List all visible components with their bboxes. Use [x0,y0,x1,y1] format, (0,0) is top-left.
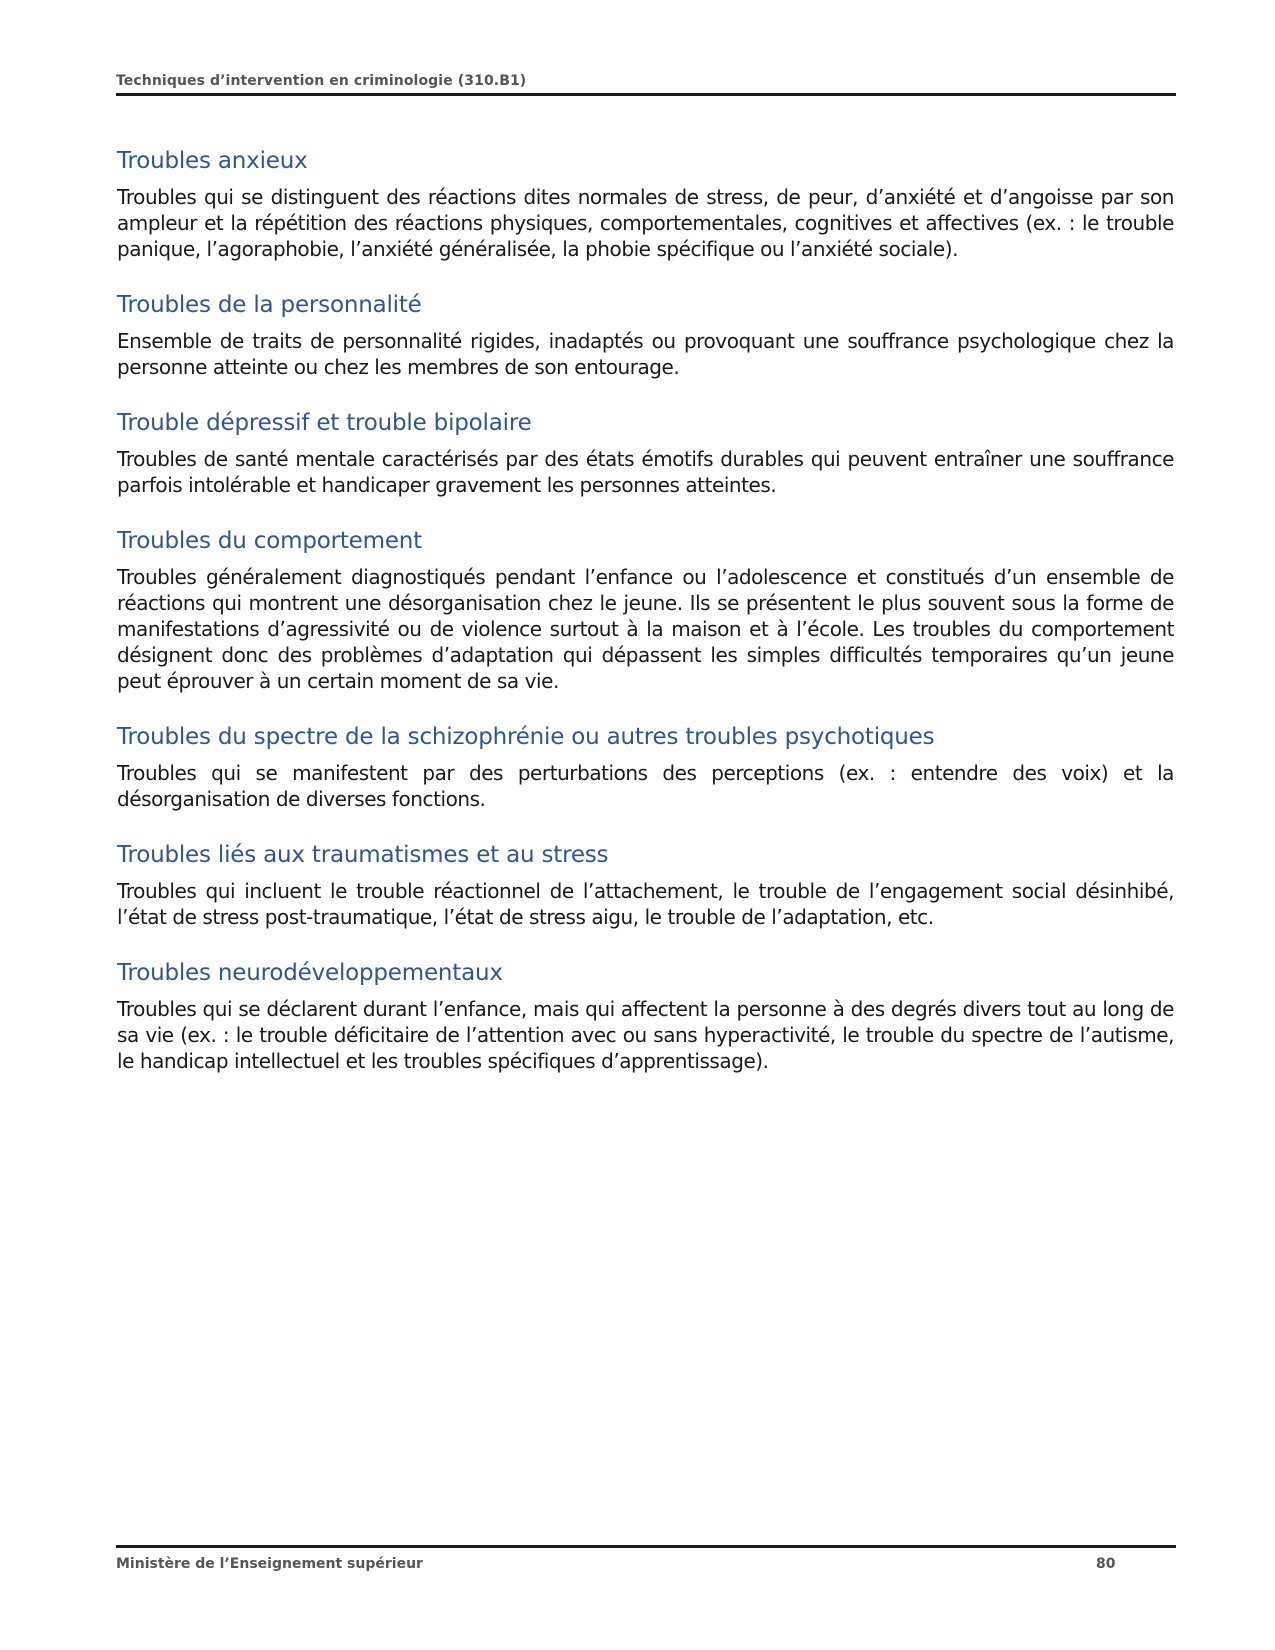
section-troubles-schizophrenie [117,722,1174,812]
section-heading: Troubles anxieux [117,148,308,174]
section-troubles-traumatismes-stress [117,840,1174,930]
main-content [117,146,1174,1102]
section-text: Troubles qui se distinguent des réactions dites normales de stress, de peur, d’anxiété et d’angoisse par son ampleur et la répétition des réactions physiques, comportementales, cognitives et affectives (ex. : le trouble panique, l’agoraphobie, l’anxiété généralisée, la phobie spécifique ou l’anxiété sociale). [117,185,1174,261]
section-heading: Troubles de la personnalité [117,292,422,318]
footer-ministry: Ministère de l’Enseignement supérieur [116,1556,423,1572]
section-troubles-personnalite [117,290,1174,380]
section-troubles-comportement [117,526,1174,694]
section-heading: Trouble dépressif et trouble bipolaire [117,410,532,436]
section-trouble-depressif-bipolaire [117,408,1174,498]
section-text: Troubles qui se manifestent par des perturbations des perceptions (ex. : entendre des voix) et la désorganisation de diverses fonctions. [117,761,1174,811]
section-heading: Troubles liés aux traumatismes et au stress [117,842,609,868]
page-header [116,70,1176,96]
section-text: Troubles de santé mentale caractérisés par des états émotifs durables qui peuvent entraîner une souffrance parfois intolérable et handicaper gravement les personnes atteintes. [117,447,1174,497]
section-text: Ensemble de traits de personnalité rigides, inadaptés ou provoquant une souffrance psychologique chez la personne atteinte ou chez les membres de son entourage. [117,329,1174,379]
section-heading: Troubles du spectre de la schizophrénie ou autres troubles psychotiques [117,724,935,750]
section-text: Troubles qui incluent le trouble réactionnel de l’attachement, le trouble de l’engagement social désinhibé, l’état de stress post-traumatique, l’état de stress aigu, le trouble de l’adaptation, etc. [117,879,1174,929]
page-footer [116,1545,1176,1578]
section-heading: Troubles neurodéveloppementaux [117,960,503,986]
section-heading: Troubles du comportement [117,528,422,554]
document-title: Techniques d’intervention en criminologie (310.B1) [116,73,527,89]
section-troubles-neurodeveloppementaux [117,958,1174,1074]
section-text: Troubles généralement diagnostiqués pendant l’enfance ou l’adolescence et constitués d’un ensemble de réactions qui montrent une désorganisation chez le jeune. Ils se présentent le plus souvent sous la forme de manifestations d’agressivité ou de violence surtout à la maison et à l’école. Les troubles du comportement désignent donc des problèmes d’adaptation qui dépassent les simples difficultés temporaires qu’un jeune peut éprouver à un certain moment de sa vie. [117,565,1174,693]
page-number: 80 [1096,1556,1116,1572]
section-text: Troubles qui se déclarent durant l’enfance, mais qui affectent la personne à des degrés divers tout au long de sa vie (ex. : le trouble déficitaire de l’attention avec ou sans hyperactivité, le trouble du spectre de l’autisme, le handicap intellectuel et les troubles spécifiques d’apprentissage). [117,997,1174,1073]
section-troubles-anxieux [117,146,1174,262]
